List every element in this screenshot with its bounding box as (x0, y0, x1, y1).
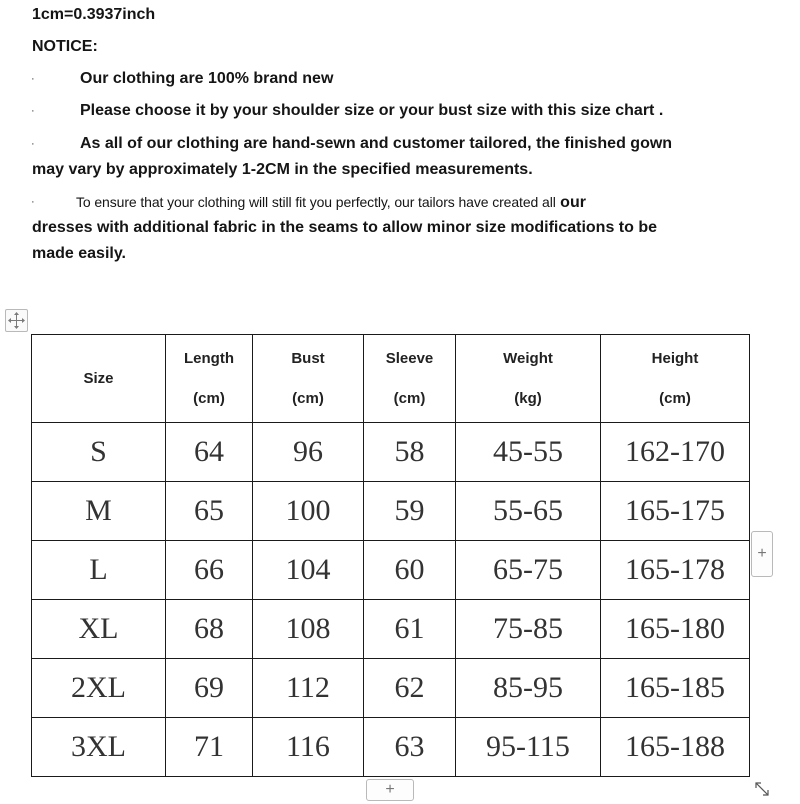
notice-item-4-part-2: our (560, 194, 586, 211)
cell-sleeve: 58 (364, 423, 456, 482)
bullet-2: · (31, 105, 35, 117)
conversion-note: 1cm=0.3937inch (32, 6, 156, 23)
add-row-button[interactable]: + (366, 779, 414, 801)
cell-height: 165-178 (601, 541, 750, 600)
cell-weight: 85-95 (456, 659, 601, 718)
cell-sleeve: 60 (364, 541, 456, 600)
notice-item-2: Please choose it by your shoulder size or your bust size with this size chart . (80, 102, 664, 119)
add-column-button[interactable]: + (751, 531, 773, 577)
cell-bust: 108 (253, 600, 364, 659)
notice-item-4-line-3: made easily. (32, 245, 126, 262)
header-weight-unit: (kg) (514, 389, 542, 407)
header-height (601, 335, 750, 423)
cell-size: L (32, 541, 166, 600)
table-header-row (32, 335, 750, 423)
header-height-name: Height (651, 349, 699, 367)
header-length (166, 335, 253, 423)
table-row (32, 600, 750, 659)
cell-height: 165-185 (601, 659, 750, 718)
notice-heading: NOTICE: (32, 38, 98, 55)
header-weight-name: Weight (503, 349, 553, 367)
bullet-3: · (31, 138, 35, 150)
table-row (32, 718, 750, 777)
cell-bust: 112 (253, 659, 364, 718)
cell-size: XL (32, 600, 166, 659)
cell-length: 64 (166, 423, 253, 482)
cell-sleeve: 61 (364, 600, 456, 659)
header-bust-name: Bust (291, 349, 325, 367)
cell-weight: 65-75 (456, 541, 601, 600)
cell-weight: 95-115 (456, 718, 601, 777)
cell-weight: 45-55 (456, 423, 601, 482)
notice-item-1: Our clothing are 100% brand new (80, 70, 334, 87)
cell-sleeve: 59 (364, 482, 456, 541)
header-sleeve-unit: (cm) (393, 389, 426, 407)
cell-weight: 55-65 (456, 482, 601, 541)
header-sleeve (364, 335, 456, 423)
cell-length: 71 (166, 718, 253, 777)
cell-bust: 100 (253, 482, 364, 541)
cell-height: 162-170 (601, 423, 750, 482)
size-chart-table (31, 334, 750, 777)
header-bust (253, 335, 364, 423)
cell-size: 2XL (32, 659, 166, 718)
bullet-1: · (31, 73, 35, 85)
header-length-unit: (cm) (193, 389, 225, 407)
cell-weight: 75-85 (456, 600, 601, 659)
table-row (32, 482, 750, 541)
notice-item-4-line-2: dresses with additional fabric in the seams to allow minor size modifications to be (32, 219, 658, 236)
header-size-name: Size (83, 369, 114, 387)
cell-bust: 96 (253, 423, 364, 482)
cell-size: S (32, 423, 166, 482)
move-arrows-icon (6, 310, 27, 331)
bullet-4: · (31, 196, 35, 208)
header-weight (456, 335, 601, 423)
cell-sleeve: 63 (364, 718, 456, 777)
cell-length: 68 (166, 600, 253, 659)
notice-item-4-line-1 (76, 192, 586, 213)
cell-size: M (32, 482, 166, 541)
header-sleeve-name: Sleeve (385, 349, 434, 367)
table-row (32, 541, 750, 600)
cell-sleeve: 62 (364, 659, 456, 718)
table-move-handle[interactable] (5, 309, 28, 332)
header-length-name: Length (184, 349, 234, 367)
cell-size: 3XL (32, 718, 166, 777)
table-row (32, 659, 750, 718)
cell-length: 69 (166, 659, 253, 718)
cell-length: 66 (166, 541, 253, 600)
header-size (32, 335, 166, 423)
cell-height: 165-180 (601, 600, 750, 659)
notice-item-3-line-2: may vary by approximately 1-2CM in the specified measurements. (32, 161, 533, 178)
table-row (32, 423, 750, 482)
cell-length: 65 (166, 482, 253, 541)
notice-item-4-part-1: To ensure that your clothing will still fit you perfectly, our tailors have created all (76, 194, 556, 210)
cell-bust: 104 (253, 541, 364, 600)
notice-item-3-line-1: As all of our clothing are hand-sewn and customer tailored, the finished gown (80, 135, 673, 152)
cell-height: 165-175 (601, 482, 750, 541)
resize-diagonal-icon (752, 779, 772, 799)
header-bust-unit: (cm) (292, 389, 324, 407)
cell-bust: 116 (253, 718, 364, 777)
table-resize-handle[interactable] (752, 779, 772, 799)
header-height-unit: (cm) (659, 389, 691, 407)
cell-height: 165-188 (601, 718, 750, 777)
